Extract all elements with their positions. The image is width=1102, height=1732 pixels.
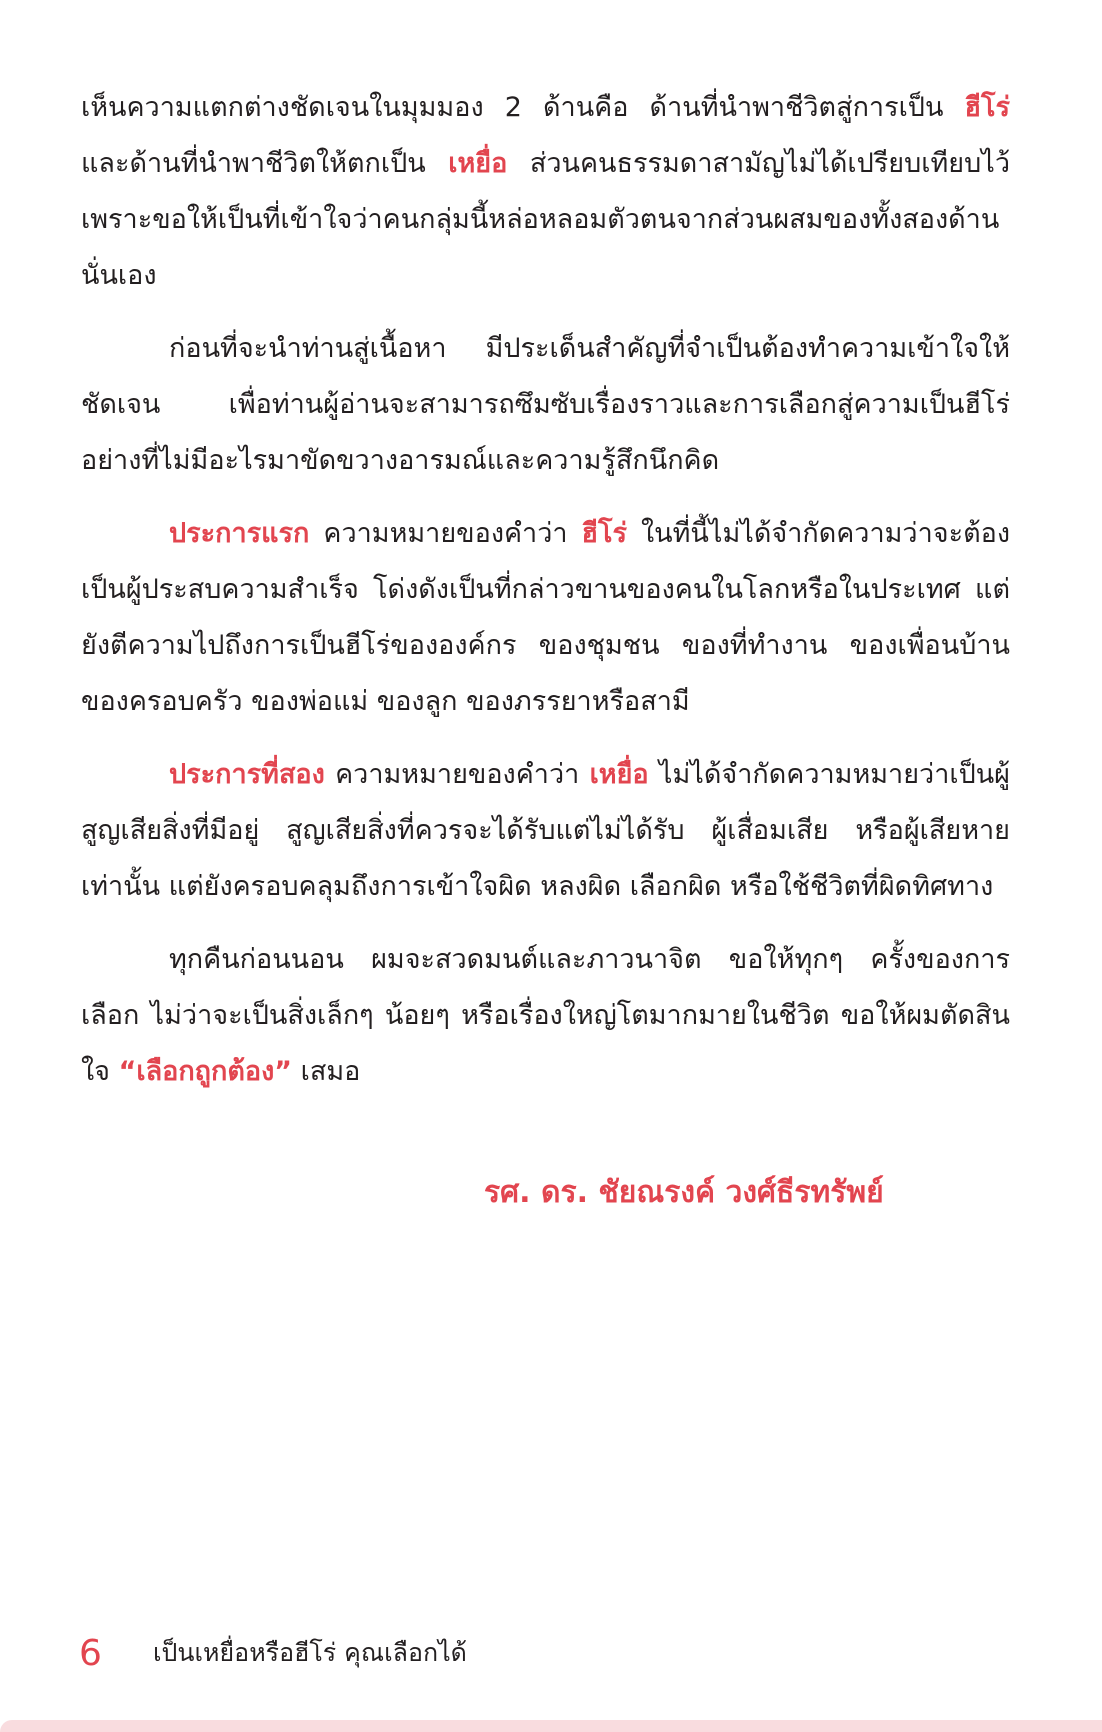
paragraph (81, 321, 1010, 489)
page-footer (79, 1625, 467, 1681)
running-book-title: เป็นเหยื่อหรือฮีโร่ คุณเลือกได้ (153, 1638, 467, 1667)
text-run: ในที่นี้ไม่ได้จำกัดความว่าจะต้องเป็นผู้ประสบความสำเร็จ โด่งดังเป็นที่กล่าวขานของคนในโลกหรือในประเทศ แต่ยังตีความไปถึงการเป็นฮีโร่ขององค์กร ของชุมชน ของที่ทำงาน ของเพื่อนบ้าน ของครอบครัว ของพ่อแม่ ของลูก ของภรรยาหรือสามี (81, 518, 1011, 717)
text-run: ความหมายของคำว่า (309, 518, 582, 549)
highlighted-term: ประการที่สอง (169, 759, 325, 790)
author-signature: รศ. ดร. ชัยณรงค์ วงศ์ธีรทรัพย์ (484, 1175, 884, 1210)
paragraph (81, 80, 1010, 304)
text-run: เห็นความแตกต่างชัดเจนในมุมมอง 2 ด้านคือ ด้านที่นำพาชีวิตสู่การเป็น (81, 92, 965, 123)
highlighted-term: ฮีโร่ (581, 518, 628, 549)
highlighted-term: ประการแรก (169, 518, 310, 549)
highlighted-term: ฮีโร่ (964, 92, 1010, 123)
highlighted-term: เหยื่อ (448, 148, 508, 179)
page-number: 6 (79, 1632, 102, 1674)
highlighted-term: “เลือกถูกต้อง” (118, 1056, 293, 1087)
text-run: เสมอ (292, 1056, 361, 1087)
text-run: ไม่ได้จำกัดความหมายว่าเป็นผู้สูญเสียสิ่งที่มีอยู่ สูญเสียสิ่งที่ควรจะได้รับแต่ไม่ได้รับ ผู้เสื่อมเสีย หรือผู้เสียหายเท่านั้น แต่ยังครอบคลุมถึงการเข้าใจผิด หลงผิด เลือกผิด หรือใช้ชีวิตที่ผิดทิศทาง (81, 759, 1011, 902)
text-run: และด้านที่นำพาชีวิตให้ตกเป็น (81, 148, 449, 179)
text-run: ก่อนที่จะนำท่านสู่เนื้อหา มีประเด็นสำคัญที่จำเป็นต้องทำความเข้าใจให้ชัดเจน เพื่อท่านผู้อ่านจะสามารถซึมซับเรื่องราวและการเลือกสู่ความเป็นฮีโร่อย่างที่ไม่มีอะไรมาขัดขวางอารมณ์และความรู้สึกนึกคิด (81, 333, 1010, 476)
text-run: ส่วนคนธรรมดาสามัญไม่ได้เปรียบเทียบไว้ เพราะขอให้เป็นที่เข้าใจว่าคนกลุ่มนี้หล่อหลอมตัวตนจากส่วนผสมของทั้งสองด้านนั่นเอง (81, 148, 1010, 291)
bottom-decorative-band (0, 1720, 1102, 1732)
body-text (81, 80, 1010, 1117)
highlighted-term: เหยื่อ (589, 759, 649, 790)
text-run: ความหมายของคำว่า (324, 759, 590, 790)
paragraph (81, 932, 1010, 1100)
paragraph (81, 506, 1010, 730)
text-run: ทุกคืนก่อนนอน ผมจะสวดมนต์และภาวนาจิต ขอให้ทุกๆ ครั้งของการเลือก ไม่ว่าจะเป็นสิ่งเล็กๆ น้อยๆ หรือเรื่องใหญ่โตมากมายในชีวิต ขอให้ผมตัดสินใจ (81, 944, 1010, 1087)
paragraph (81, 747, 1010, 915)
